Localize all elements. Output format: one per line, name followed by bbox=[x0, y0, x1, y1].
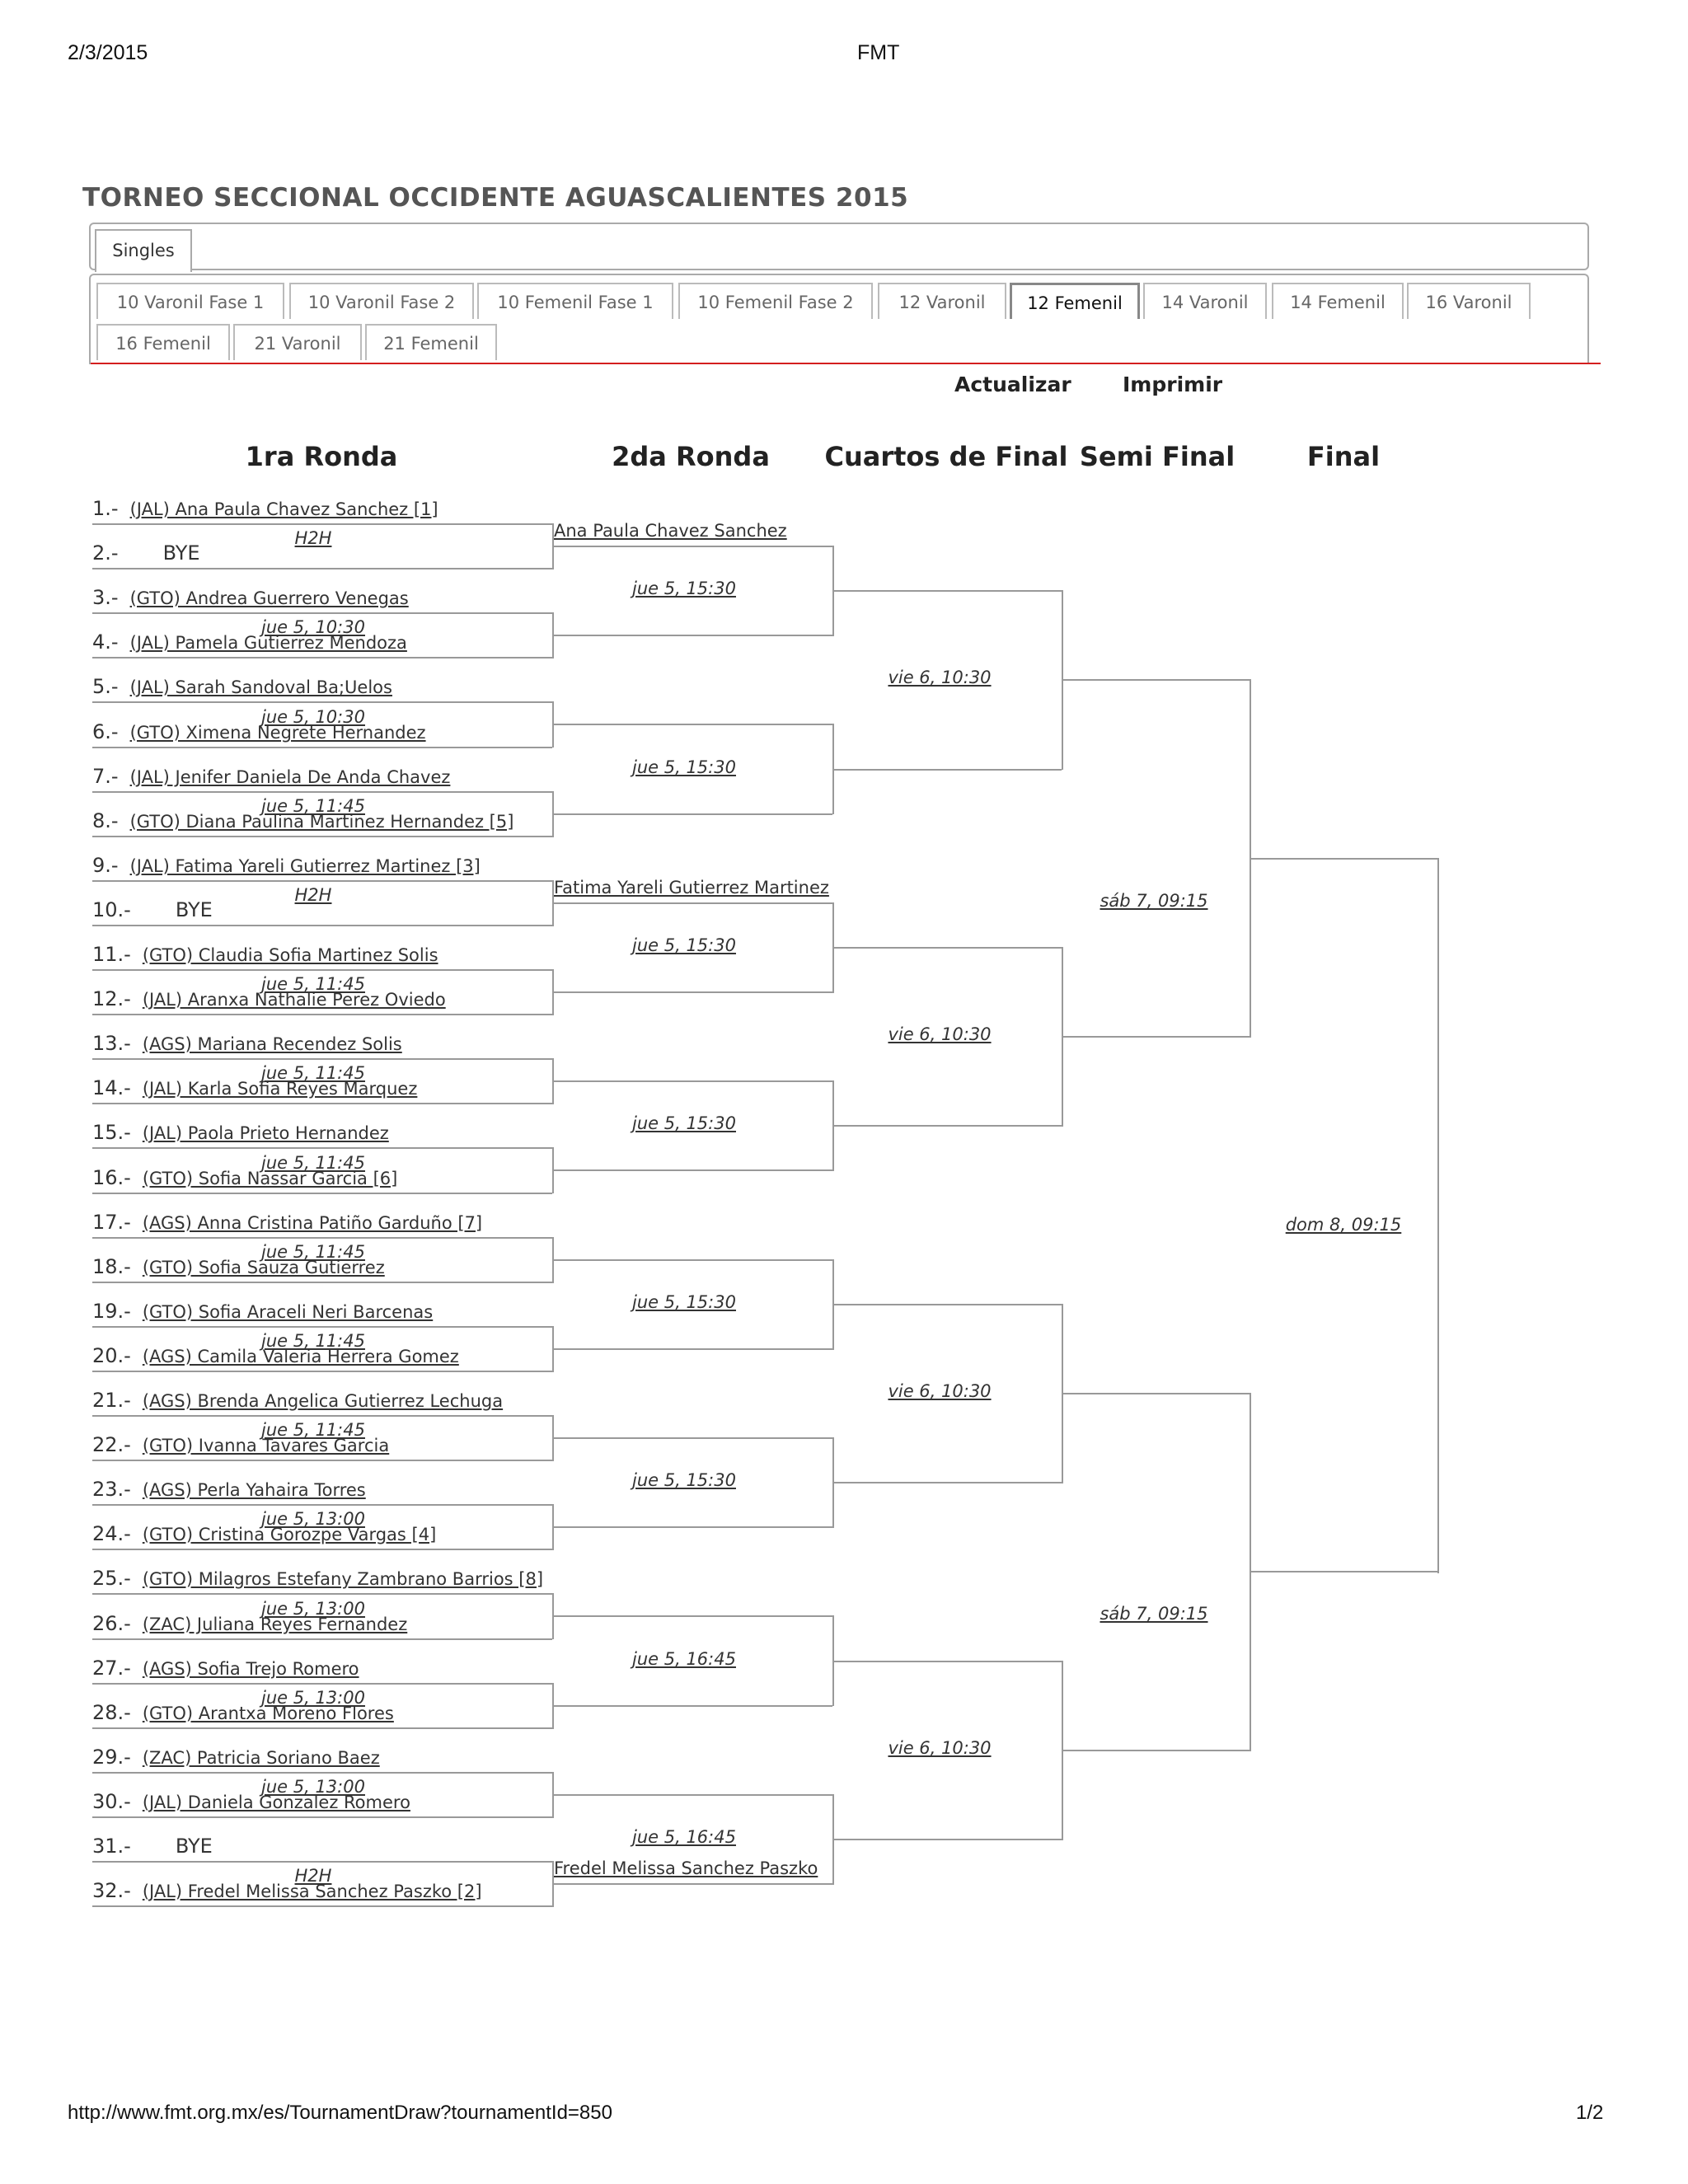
entry-line bbox=[92, 1415, 552, 1417]
match-time-link[interactable]: jue 5, 11:45 bbox=[261, 974, 365, 994]
category-tab[interactable]: 14 Varonil bbox=[1143, 283, 1267, 319]
entry-seed: 25.- bbox=[92, 1567, 131, 1590]
player-name[interactable]: (ZAC) Juliana Reyes Fernandez bbox=[142, 1615, 408, 1634]
match-time-link[interactable]: vie 6, 10:30 bbox=[888, 668, 992, 687]
advance-line bbox=[832, 1125, 1062, 1127]
entry-seed: 12.- bbox=[92, 987, 131, 1010]
player-name[interactable]: (JAL) Fatima Yareli Gutierrez Martinez [3] bbox=[129, 856, 481, 876]
draw-entry bbox=[92, 497, 438, 520]
bye-slot: BYE bbox=[175, 1835, 213, 1858]
print-site-name: FMT bbox=[857, 41, 900, 64]
entry-line bbox=[92, 1504, 552, 1506]
entry-seed: 17.- bbox=[92, 1211, 131, 1234]
entry-line bbox=[92, 1371, 552, 1372]
advance-line bbox=[552, 546, 832, 547]
advance-line bbox=[832, 1661, 1062, 1662]
advance-line bbox=[552, 635, 832, 636]
tab-bar bbox=[89, 223, 1589, 270]
entry-line bbox=[92, 1326, 552, 1328]
entry-line bbox=[92, 1460, 552, 1461]
round-header-sf: Semi Final bbox=[1079, 441, 1236, 472]
entry-seed: 16.- bbox=[92, 1166, 131, 1189]
category-tab[interactable]: 16 Femenil bbox=[96, 324, 230, 360]
advanced-player-name: Ana Paula Chavez Sanchez bbox=[554, 521, 787, 541]
entry-line bbox=[92, 1147, 552, 1149]
entry-line bbox=[92, 657, 552, 658]
advance-line bbox=[552, 1259, 832, 1261]
player-name[interactable]: (GTO) Sofia Sauza Gutierrez bbox=[142, 1258, 385, 1277]
entry-seed: 20.- bbox=[92, 1344, 131, 1367]
entry-seed: 10.- bbox=[92, 898, 131, 921]
match-time-link[interactable]: jue 5, 16:45 bbox=[632, 1649, 736, 1669]
category-tab[interactable]: 14 Femenil bbox=[1272, 283, 1404, 319]
round-header-2: 2da Ronda bbox=[612, 441, 770, 472]
player-name[interactable]: (AGS) Anna Cristina Patiño Garduño [7] bbox=[142, 1213, 483, 1233]
advance-line bbox=[1062, 1750, 1250, 1751]
entry-seed: 27.- bbox=[92, 1657, 131, 1680]
advance-line bbox=[832, 769, 1062, 771]
entry-seed: 19.- bbox=[92, 1300, 131, 1323]
advance-line bbox=[552, 1883, 832, 1885]
advance-line bbox=[1062, 1036, 1250, 1038]
match-time-link[interactable]: jue 5, 11:45 bbox=[261, 796, 365, 816]
player-name[interactable]: (JAL) Fredel Melissa Sanchez Paszko [2] bbox=[142, 1882, 482, 1901]
round-header-qf: Cuartos de Final bbox=[824, 441, 1068, 472]
bye-slot: BYE bbox=[175, 898, 213, 921]
player-name[interactable]: (GTO) Ximena Negrete Hernandez bbox=[129, 723, 426, 743]
draw-entry bbox=[92, 1567, 543, 1590]
player-name[interactable]: (GTO) Arantxa Moreno Flores bbox=[142, 1704, 394, 1723]
player-name[interactable]: (JAL) Daniela Gonzalez Romero bbox=[142, 1793, 410, 1812]
entry-seed: 18.- bbox=[92, 1255, 131, 1278]
player-name[interactable]: (GTO) Ivanna Tavares Garcia bbox=[142, 1436, 390, 1455]
entry-line bbox=[92, 1772, 552, 1774]
player-name[interactable]: (AGS) Perla Yahaira Torres bbox=[142, 1480, 366, 1500]
entry-seed: 22.- bbox=[92, 1433, 131, 1456]
draw-entry bbox=[92, 854, 481, 877]
entry-seed: 32.- bbox=[92, 1879, 131, 1902]
player-name[interactable]: (GTO) Claudia Sofia Martinez Solis bbox=[142, 945, 438, 965]
category-tab[interactable]: 21 Varonil bbox=[233, 324, 362, 360]
entry-line bbox=[92, 1014, 552, 1015]
entry-seed: 21.- bbox=[92, 1389, 131, 1412]
match-time-link[interactable]: vie 6, 10:30 bbox=[888, 1024, 992, 1044]
entry-seed: 4.- bbox=[92, 630, 119, 654]
entry-seed: 26.- bbox=[92, 1612, 131, 1635]
match-time-link[interactable]: H2H bbox=[294, 1866, 332, 1886]
advance-line bbox=[552, 813, 832, 815]
advance-line bbox=[552, 1080, 832, 1082]
advance-line bbox=[552, 1794, 832, 1796]
draw-entry bbox=[92, 1211, 482, 1234]
draw-entry bbox=[92, 1746, 380, 1769]
entry-line bbox=[92, 1727, 552, 1729]
entry-line bbox=[92, 523, 552, 525]
match-time-link[interactable]: vie 6, 10:30 bbox=[888, 1381, 992, 1401]
entry-seed: 2.- bbox=[92, 541, 119, 565]
match-time-link[interactable]: jue 5, 10:30 bbox=[261, 707, 365, 727]
match-time-link[interactable]: sáb 7, 09:15 bbox=[1100, 891, 1208, 911]
print-button[interactable]: Imprimir bbox=[1123, 373, 1223, 396]
advanced-player-name: Fredel Melissa Sanchez Paszko bbox=[554, 1858, 818, 1878]
player-name[interactable]: (ZAC) Patricia Soriano Baez bbox=[142, 1748, 380, 1768]
draw-entry bbox=[92, 675, 392, 698]
page-title: TORNEO SECCIONAL OCCIDENTE AGUASCALIENTES 2015 bbox=[82, 183, 909, 213]
player-name[interactable]: (JAL) Jenifer Daniela De Anda Chavez bbox=[129, 767, 451, 787]
divider bbox=[91, 363, 1601, 364]
entry-line bbox=[92, 1861, 552, 1863]
entry-line bbox=[92, 1193, 552, 1194]
advance-line bbox=[1062, 679, 1250, 681]
match-time-link[interactable]: jue 5, 11:45 bbox=[261, 1331, 365, 1351]
match-time-link[interactable]: jue 5, 15:30 bbox=[632, 579, 736, 598]
match-time-link[interactable]: jue 5, 15:30 bbox=[632, 1470, 736, 1490]
category-tab[interactable]: 12 Femenil bbox=[1010, 283, 1140, 319]
player-name[interactable]: (JAL) Ana Paula Chavez Sanchez [1] bbox=[129, 499, 438, 519]
match-time-link[interactable]: jue 5, 15:30 bbox=[632, 1113, 736, 1133]
entry-seed: 15.- bbox=[92, 1121, 131, 1144]
draw-entry bbox=[92, 541, 200, 565]
match-time-link[interactable]: jue 5, 11:45 bbox=[261, 1153, 365, 1173]
match-time-link[interactable]: dom 8, 09:15 bbox=[1285, 1215, 1402, 1235]
entry-seed: 3.- bbox=[92, 586, 119, 609]
match-time-link[interactable]: jue 5, 11:45 bbox=[261, 1420, 365, 1440]
entry-line bbox=[92, 612, 552, 614]
advance-line bbox=[1062, 1393, 1250, 1394]
print-date: 2/3/2015 bbox=[68, 41, 148, 64]
entry-seed: 1.- bbox=[92, 497, 119, 520]
advance-line bbox=[552, 1705, 832, 1707]
advance-line bbox=[1250, 1571, 1437, 1572]
advance-line bbox=[552, 902, 832, 904]
player-name[interactable]: (GTO) Sofia Araceli Neri Barcenas bbox=[142, 1302, 434, 1322]
player-name[interactable]: (AGS) Brenda Angelica Gutierrez Lechuga bbox=[142, 1391, 504, 1411]
entry-seed: 29.- bbox=[92, 1746, 131, 1769]
player-name[interactable]: (GTO) Diana Paulina Martinez Hernandez [5] bbox=[129, 812, 514, 832]
match-time-link[interactable]: jue 5, 11:45 bbox=[261, 1242, 365, 1262]
page-number: 1/2 bbox=[1576, 2102, 1604, 2124]
round-header-final: Final bbox=[1306, 441, 1381, 472]
entry-line bbox=[92, 747, 552, 748]
advance-line bbox=[552, 1615, 832, 1617]
draw-entry bbox=[92, 943, 438, 966]
entry-seed: 13.- bbox=[92, 1032, 131, 1055]
entry-seed: 6.- bbox=[92, 720, 119, 743]
advance-line bbox=[1250, 858, 1437, 860]
entry-line bbox=[92, 1638, 552, 1640]
player-name[interactable]: (AGS) Mariana Recendez Solis bbox=[142, 1034, 402, 1054]
entry-line bbox=[92, 568, 552, 569]
player-name[interactable]: (JAL) Pamela Gutierrez Mendoza bbox=[129, 633, 407, 653]
player-name[interactable]: (GTO) Cristina Gorozpe Vargas [4] bbox=[142, 1525, 437, 1544]
category-tab[interactable]: 21 Femenil bbox=[365, 324, 497, 360]
player-name[interactable]: (GTO) Sofia Nassar Garcia [6] bbox=[142, 1169, 398, 1188]
advance-line bbox=[832, 947, 1062, 949]
entry-seed: 11.- bbox=[92, 943, 131, 966]
advance-line bbox=[832, 1482, 1062, 1483]
entry-line bbox=[92, 1593, 552, 1595]
draw-entry bbox=[92, 1478, 366, 1501]
player-name[interactable]: (JAL) Sarah Sandoval Ba;Uelos bbox=[129, 677, 392, 697]
category-tab[interactable]: 12 Varonil bbox=[878, 283, 1006, 319]
advance-line bbox=[552, 1169, 832, 1171]
entry-line bbox=[92, 1905, 552, 1907]
entry-line bbox=[92, 836, 552, 837]
entry-line bbox=[92, 969, 552, 971]
match-time-link[interactable]: jue 5, 13:00 bbox=[261, 1599, 365, 1619]
entry-seed: 23.- bbox=[92, 1478, 131, 1501]
entry-line bbox=[92, 791, 552, 793]
entry-line bbox=[92, 1282, 552, 1283]
category-tab[interactable]: 10 Varonil Fase 1 bbox=[96, 283, 284, 319]
entry-seed: 14.- bbox=[92, 1076, 131, 1099]
entry-line bbox=[92, 1816, 552, 1818]
player-name[interactable]: (AGS) Camila Valeria Herrera Gomez bbox=[142, 1347, 459, 1366]
draw-entry bbox=[92, 586, 409, 609]
entry-seed: 8.- bbox=[92, 809, 119, 832]
category-tab[interactable]: 10 Femenil Fase 2 bbox=[678, 283, 873, 319]
draw-entry bbox=[92, 1121, 389, 1144]
match-time-link[interactable]: jue 5, 13:00 bbox=[261, 1509, 365, 1529]
tab-singles[interactable]: Singles bbox=[95, 229, 192, 272]
bye-slot: BYE bbox=[162, 541, 200, 565]
match-time-link[interactable]: jue 5, 15:30 bbox=[632, 935, 736, 955]
player-name[interactable]: (AGS) Sofia Trejo Romero bbox=[142, 1659, 359, 1679]
draw-entry bbox=[92, 898, 213, 921]
round-header-1: 1ra Ronda bbox=[245, 441, 398, 472]
advance-line bbox=[832, 1304, 1062, 1305]
entry-line bbox=[92, 1058, 552, 1060]
player-name[interactable]: (GTO) Andrea Guerrero Venegas bbox=[129, 588, 409, 608]
entry-line bbox=[92, 1237, 552, 1239]
entry-line bbox=[92, 925, 552, 926]
page-url: http://www.fmt.org.mx/es/TournamentDraw?tournamentId=850 bbox=[68, 2102, 612, 2124]
entry-line bbox=[92, 1103, 552, 1104]
advance-line bbox=[552, 1437, 832, 1439]
match-time-link[interactable]: jue 5, 10:30 bbox=[261, 617, 365, 637]
entry-line bbox=[92, 1683, 552, 1685]
match-time-link[interactable]: jue 5, 15:30 bbox=[632, 757, 736, 777]
match-time-link[interactable]: sáb 7, 09:15 bbox=[1100, 1604, 1208, 1624]
entry-seed: 28.- bbox=[92, 1701, 131, 1724]
match-time-link[interactable]: jue 5, 13:00 bbox=[261, 1688, 365, 1708]
category-tab[interactable]: 16 Varonil bbox=[1407, 283, 1531, 319]
advance-line bbox=[832, 1839, 1062, 1840]
entry-seed: 7.- bbox=[92, 765, 119, 788]
draw-entry bbox=[92, 1032, 402, 1055]
draw-entry bbox=[92, 765, 450, 788]
match-time-link[interactable]: jue 5, 13:00 bbox=[261, 1777, 365, 1797]
match-time-link[interactable]: H2H bbox=[294, 528, 332, 548]
match-time-link[interactable]: H2H bbox=[294, 885, 332, 905]
match-time-link[interactable]: jue 5, 11:45 bbox=[261, 1063, 365, 1083]
entry-seed: 24.- bbox=[92, 1522, 131, 1545]
player-name[interactable]: (JAL) Karla Sofia Reyes Marquez bbox=[142, 1079, 418, 1099]
advance-line bbox=[552, 724, 832, 725]
draw-entry bbox=[92, 1657, 359, 1680]
category-tab[interactable]: 10 Femenil Fase 1 bbox=[477, 283, 673, 319]
advance-line bbox=[552, 991, 832, 993]
category-tab[interactable]: 10 Varonil Fase 2 bbox=[289, 283, 474, 319]
player-name[interactable]: (GTO) Milagros Estefany Zambrano Barrios [8] bbox=[142, 1569, 544, 1589]
draw-entry bbox=[92, 1300, 433, 1323]
draw-entry bbox=[92, 1835, 213, 1858]
entry-seed: 9.- bbox=[92, 854, 119, 877]
player-name[interactable]: (JAL) Paola Prieto Hernandez bbox=[142, 1123, 389, 1143]
match-time-link[interactable]: jue 5, 16:45 bbox=[632, 1827, 736, 1847]
advance-line bbox=[552, 1526, 832, 1528]
advance-line bbox=[552, 1348, 832, 1350]
advanced-player-name: Fatima Yareli Gutierrez Martinez bbox=[554, 878, 829, 898]
entry-seed: 30.- bbox=[92, 1790, 131, 1813]
draw-entry bbox=[92, 1389, 503, 1412]
entry-line bbox=[92, 701, 552, 703]
entry-line bbox=[92, 880, 552, 882]
advance-line bbox=[832, 590, 1062, 592]
entry-seed: 5.- bbox=[92, 675, 119, 698]
update-button[interactable]: Actualizar bbox=[954, 373, 1071, 396]
player-name[interactable]: (JAL) Aranxa Nathalie Perez Oviedo bbox=[142, 990, 446, 1010]
entry-seed: 31.- bbox=[92, 1835, 131, 1858]
match-time-link[interactable]: jue 5, 15:30 bbox=[632, 1292, 736, 1312]
entry-line bbox=[92, 1549, 552, 1550]
match-time-link[interactable]: vie 6, 10:30 bbox=[888, 1738, 992, 1758]
